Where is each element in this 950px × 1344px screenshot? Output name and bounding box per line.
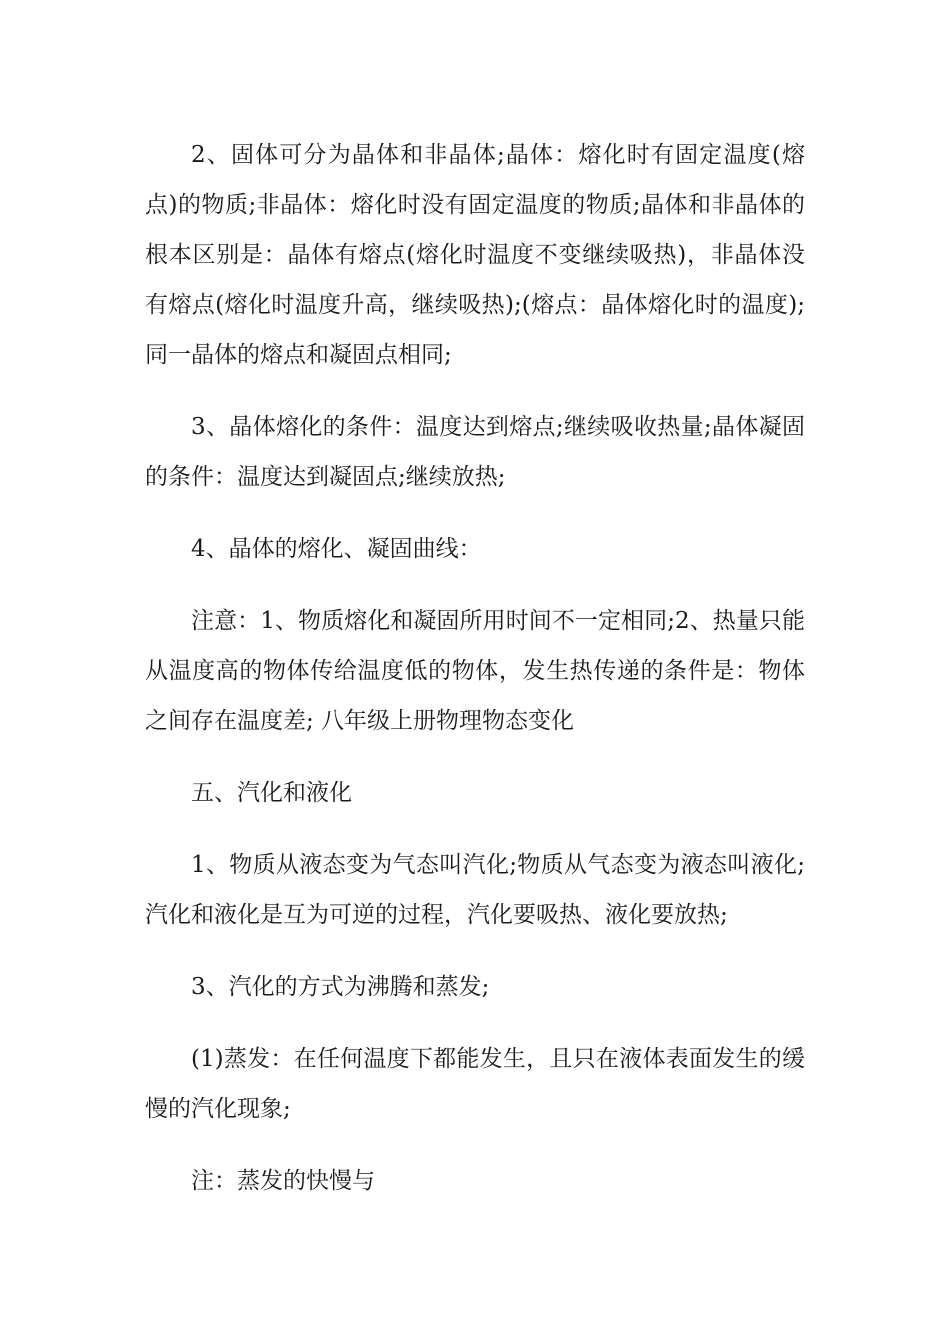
paragraph-evaporation-note: 注：蒸发的快慢与: [191, 1168, 375, 1194]
paragraph-vaporization-methods: 3、汽化的方式为沸腾和蒸发;: [191, 974, 490, 1000]
section-heading-vaporization: 五、汽化和液化: [191, 780, 352, 806]
paragraph-crystal-types: 2、固体可分为晶体和非晶体;晶体：熔化时有固定温度(熔点)的物质;非晶体：熔化时没有固定温度的物质;晶体和非晶体的根本区别是：晶体有熔点(熔化时温度不变继续吸热)，非晶体没有熔点(熔化时温度升高，继续吸热);(熔点：晶体熔化时的温度);同一晶体的熔点和凝固点相同;: [145, 142, 805, 368]
paragraph-vaporization-definition: 1、物质从液态变为气态叫汽化;物质从气态变为液态叫液化;汽化和液化是互为可逆的过程，汽化要吸热、液化要放热;: [145, 852, 805, 928]
paragraph-evaporation: (1)蒸发：在任何温度下都能发生，且只在液体表面发生的缓慢的汽化现象;: [145, 1046, 805, 1122]
paragraph-note-heat-transfer: 注意：1、物质熔化和凝固所用时间不一定相同;2、热量只能从温度高的物体传给温度低的物体，发生热传递的条件是：物体之间存在温度差; 八年级上册物理物态变化: [145, 608, 805, 734]
paragraph-melting-conditions: 3、晶体熔化的条件：温度达到熔点;继续吸收热量;晶体凝固的条件：温度达到凝固点;继续放热;: [145, 414, 805, 490]
document-body: [145, 130, 805, 1228]
paragraph-melting-curve: 4、晶体的熔化、凝固曲线：: [191, 536, 482, 562]
